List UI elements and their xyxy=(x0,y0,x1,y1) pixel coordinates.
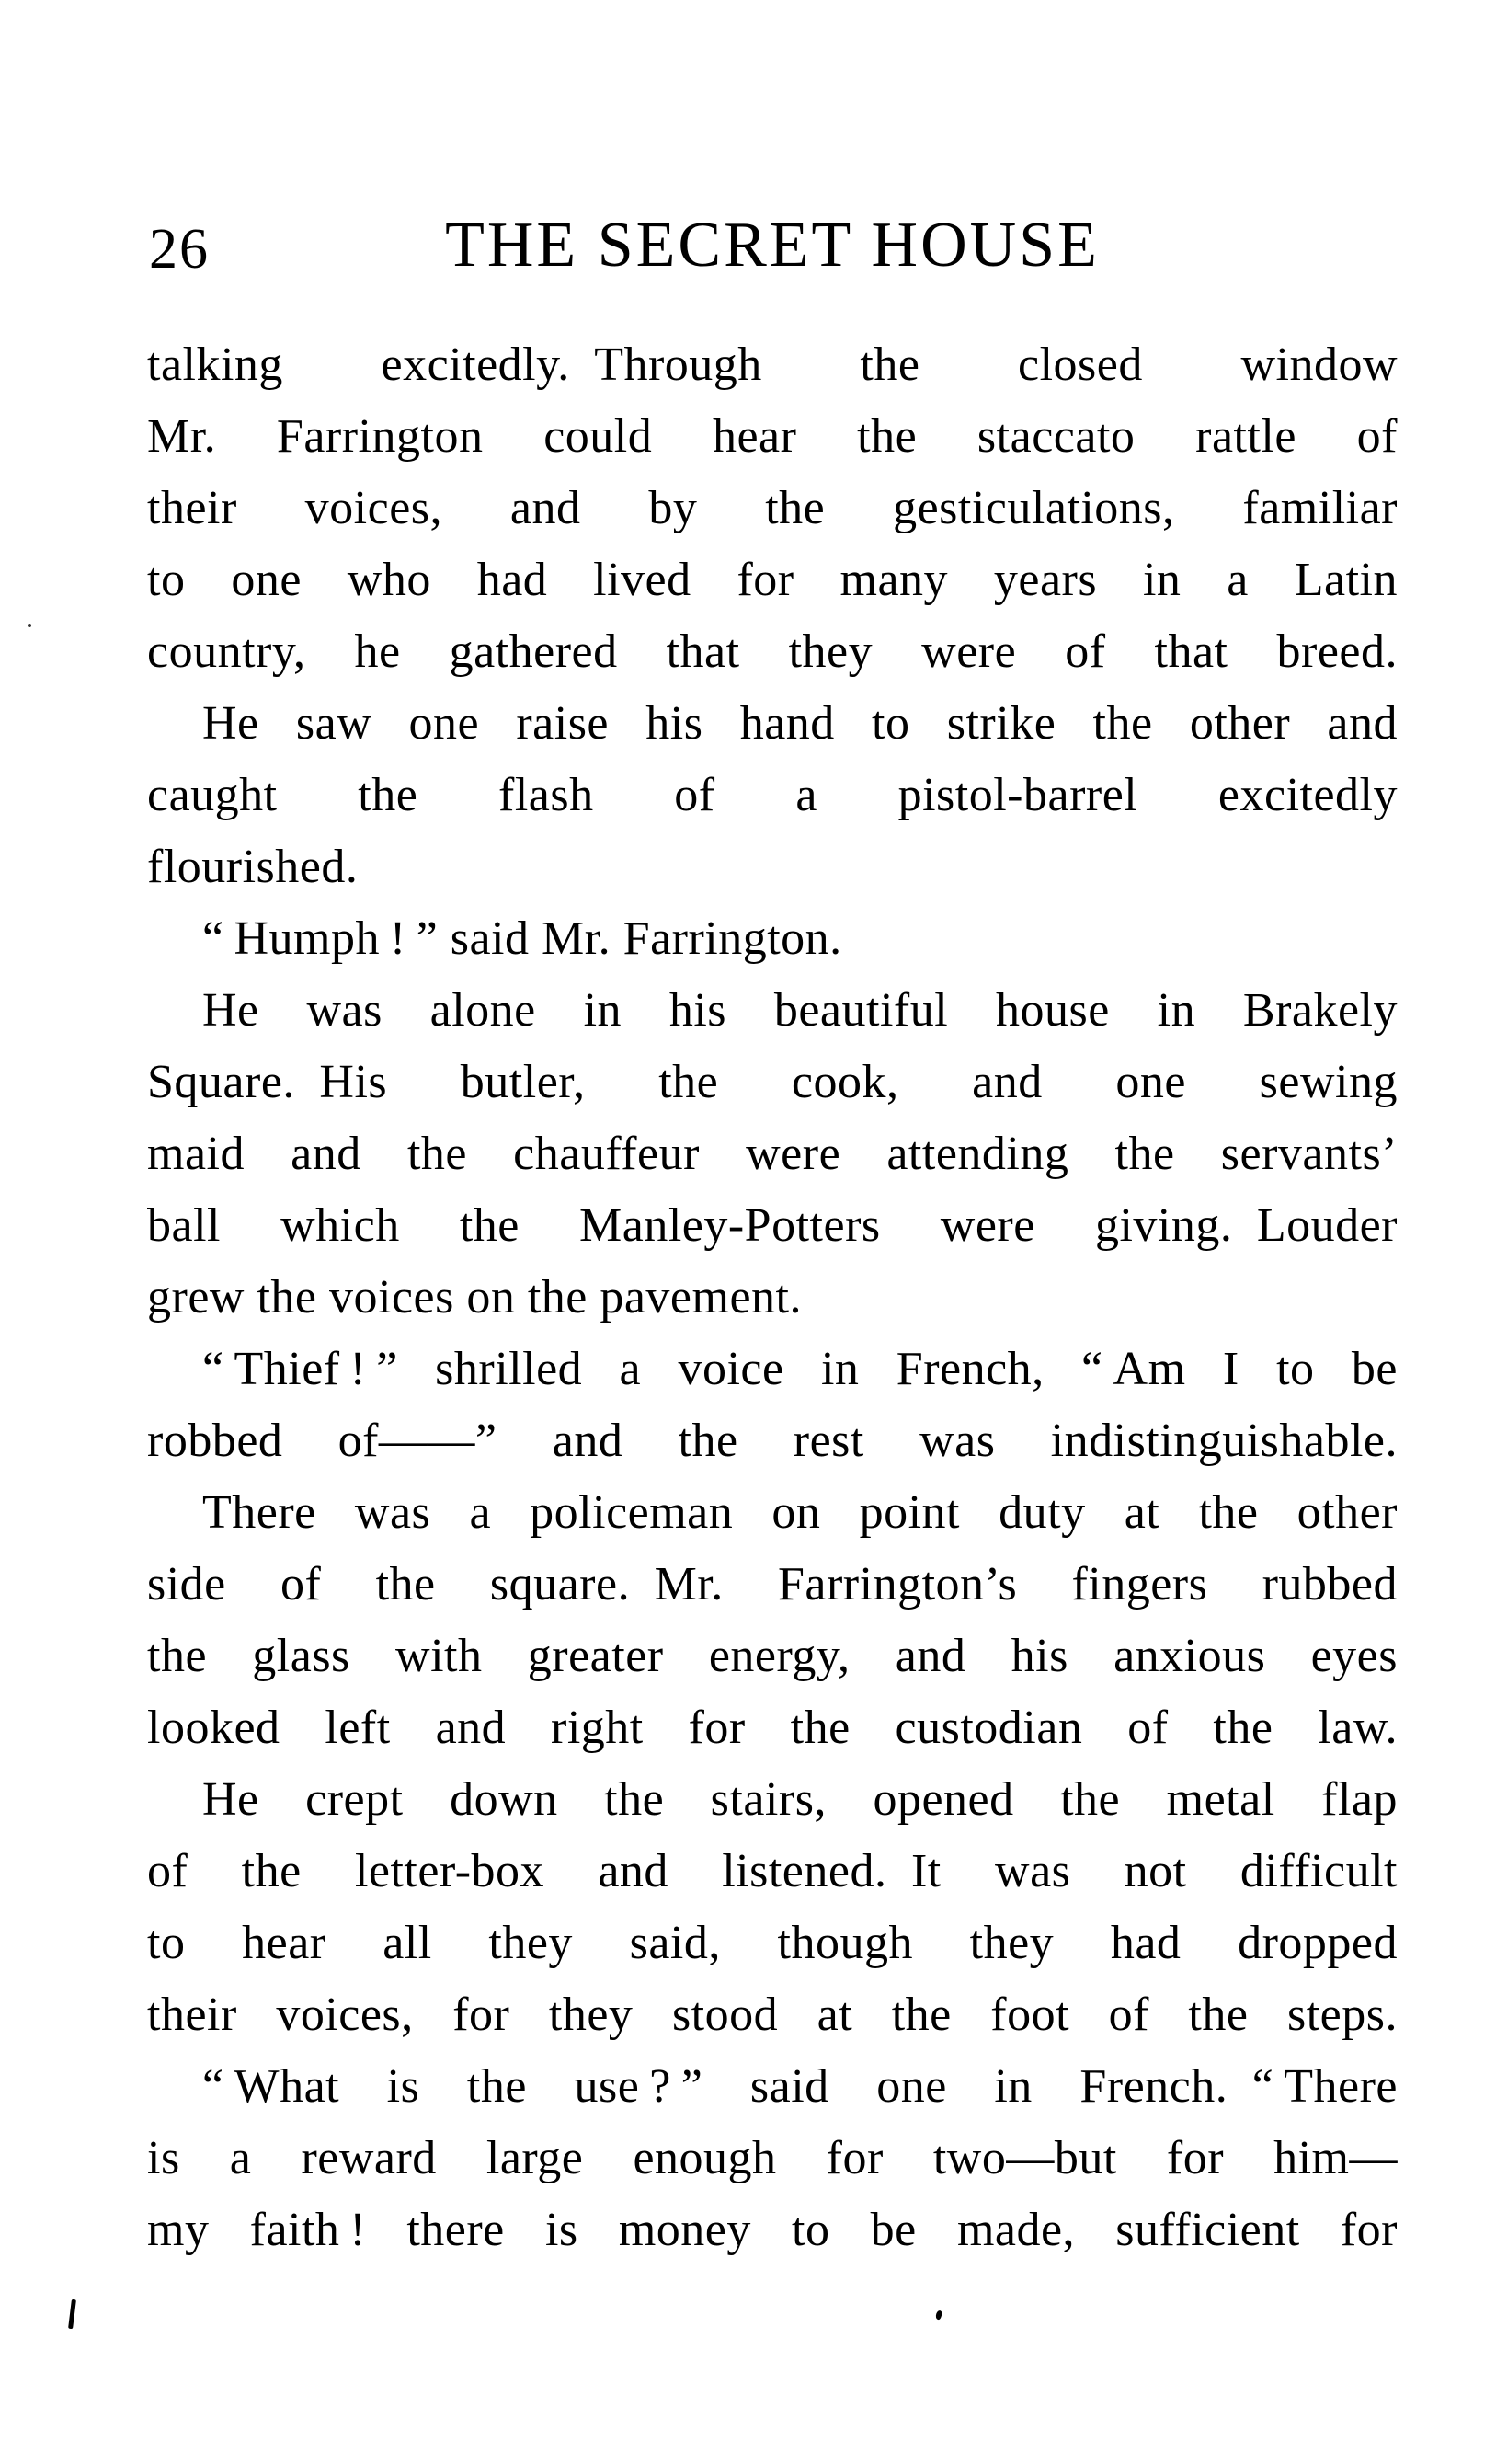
text-line: ball which the Manley-Potters were giving. Louder xyxy=(147,1199,1398,1252)
text-line: flourished. xyxy=(147,841,359,893)
text-line: There was a policeman on point duty at the other xyxy=(202,1486,1398,1539)
text-line: their voices, and by the gesticulations, familiar xyxy=(147,482,1398,534)
page-number: 26 xyxy=(149,218,210,281)
text-line: looked left and right for the custodian of the law. xyxy=(147,1702,1398,1754)
text-line: “ Humph ! ” said Mr. Farrington. xyxy=(202,912,842,965)
text-line: “ What is the use ? ” said one in French. “ There xyxy=(202,2060,1398,2113)
text-line: robbed of——” and the rest was indistinguishable. xyxy=(147,1415,1398,1467)
ink-stroke-artifact xyxy=(68,2299,76,2329)
text-line: maid and the chauffeur were attending the servants’ xyxy=(147,1128,1398,1180)
text-line: grew the voices on the pavement. xyxy=(147,1271,802,1324)
text-line: talking excitedly. Through the closed window xyxy=(147,338,1398,391)
text-line: caught the flash of a pistol-barrel excitedly xyxy=(147,769,1398,821)
text-line: “ Thief ! ” shrilled a voice in French, “ Am I to be xyxy=(202,1343,1398,1395)
text-line: country, he gathered that they were of that breed. xyxy=(147,625,1398,678)
text-line: is a reward large enough for two—but for him— xyxy=(147,2132,1398,2184)
ink-speck-artifact xyxy=(935,2309,943,2320)
text-line: Square. His butler, the cook, and one sewing xyxy=(147,1056,1398,1108)
page-title: THE SECRET HOUSE xyxy=(445,210,1100,281)
ink-speck-artifact xyxy=(28,624,31,627)
text-line: their voices, for they stood at the foot of the steps. xyxy=(147,1988,1398,2041)
text-line: to one who had lived for many years in a Latin xyxy=(147,554,1398,606)
running-header xyxy=(147,210,1398,287)
text-line: He crept down the stairs, opened the metal flap xyxy=(202,1773,1398,1826)
text-line: of the letter-box and listened. It was not difficult xyxy=(147,1845,1398,1897)
text-line: He was alone in his beautiful house in Brakely xyxy=(202,984,1398,1037)
text-line: the glass with greater energy, and his anxious eyes xyxy=(147,1630,1398,1682)
text-line: He saw one raise his hand to strike the other and xyxy=(202,697,1398,750)
text-line: to hear all they said, though they had dropped xyxy=(147,1917,1398,1969)
text-line: my faith ! there is money to be made, sufficient for xyxy=(147,2204,1398,2256)
text-line: Mr. Farrington could hear the staccato rattle of xyxy=(147,410,1398,463)
body-text-block xyxy=(147,329,1398,2266)
text-line: side of the square. Mr. Farrington’s fingers rubbed xyxy=(147,1558,1398,1610)
